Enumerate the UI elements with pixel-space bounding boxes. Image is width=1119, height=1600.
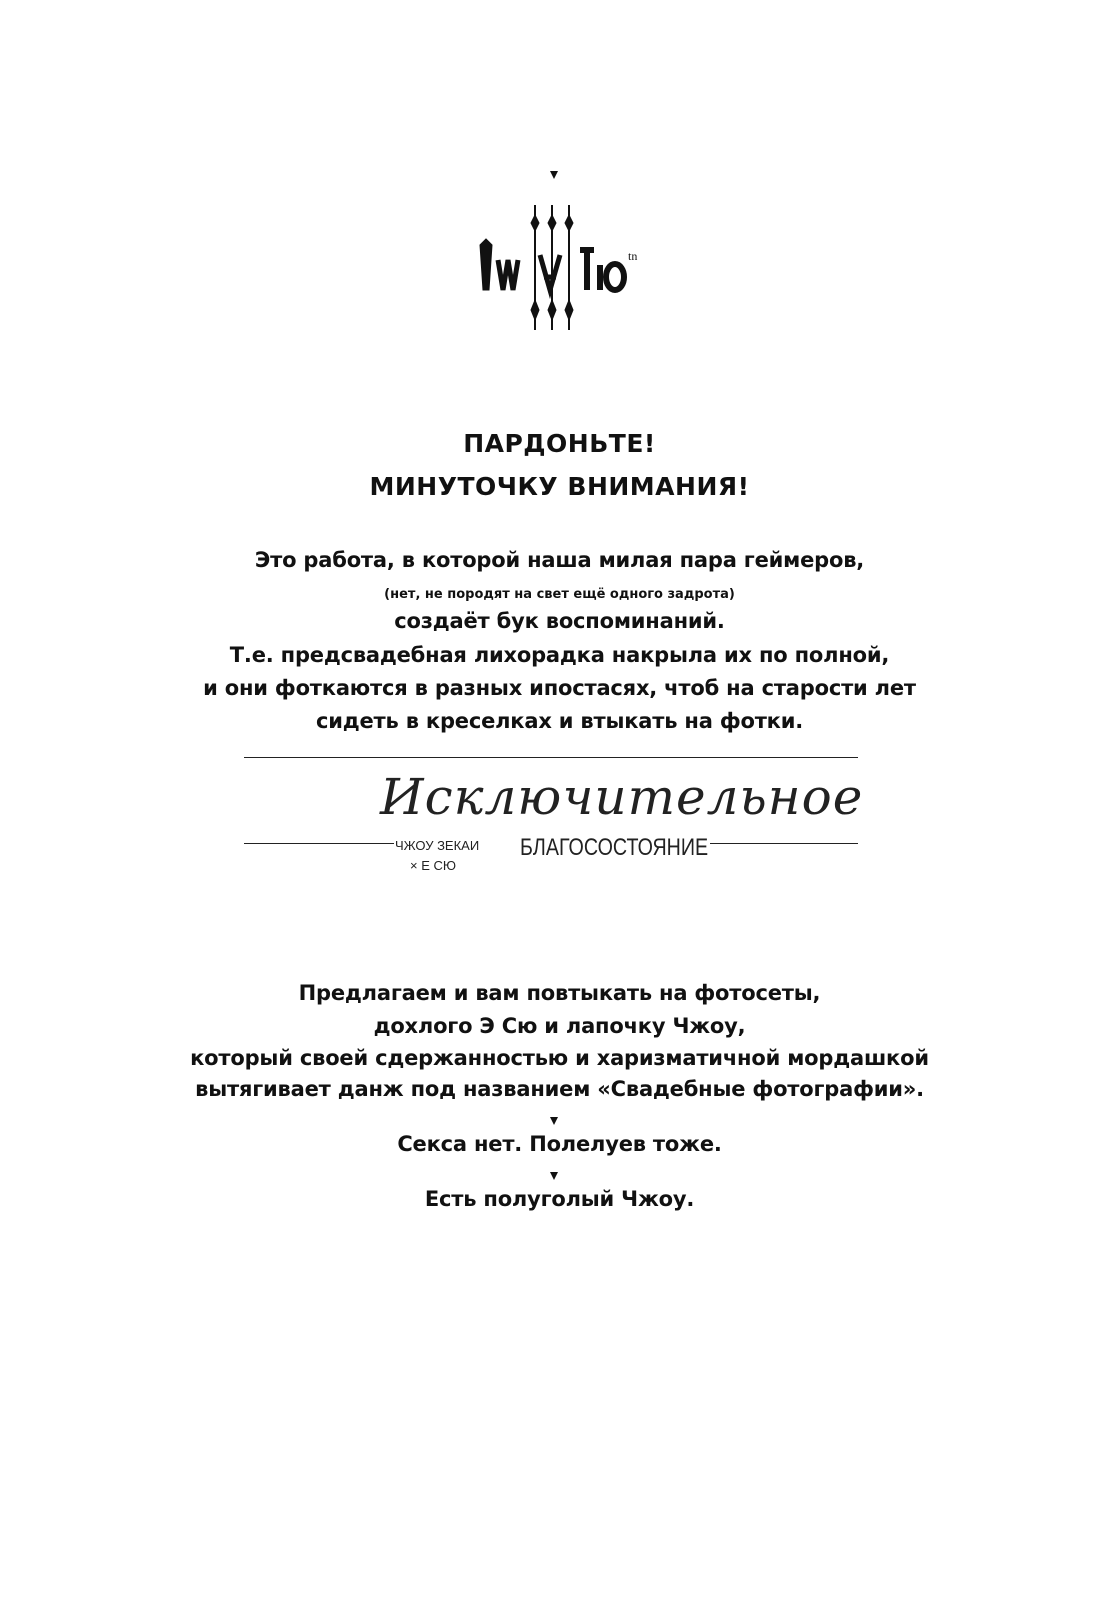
intro-line-5: и они фоткаются в разных ипостасях, чтоб на старости лет (203, 676, 916, 700)
triangle-marker-icon (550, 171, 558, 179)
subtitle: БЛАГОСОСТОЯНИЕ (520, 834, 709, 861)
offer-line-6: Есть полуголый Чжоу. (424, 1187, 695, 1211)
intro-line-3: создаёт бук воспоминаний. (394, 609, 725, 633)
logo-sup: tn (628, 249, 638, 263)
intro-line-1: Это работа, в которой наша милая пара геймеров, (254, 548, 865, 572)
intro-line-2: (нет, не породят на свет ещё одного задрота) (384, 587, 735, 602)
authors-line-2: × Е СЮ (410, 858, 457, 873)
divider-top (244, 757, 858, 758)
invitatio-logo (470, 205, 650, 335)
divider-right (710, 843, 858, 844)
authors-line-1: ЧЖОУ ЗЕКАИ (395, 838, 480, 853)
heading-line-2: МИНУТОЧКУ ВНИМАНИЯ! (369, 472, 750, 501)
offer-line-4: вытягивает данж под названием «Свадебные фотографии». (195, 1077, 924, 1101)
divider-left (244, 843, 394, 844)
offer-line-3: который своей сдержанностью и харизматичной мордашкой (190, 1046, 929, 1070)
heading-line-1: ПАРДОНЬТЕ! (463, 429, 656, 458)
offer-line-1: Предлагаем и вам повтыкать на фотосеты, (298, 981, 821, 1005)
triangle-marker-icon (550, 1172, 558, 1180)
intro-line-6: сидеть в креселках и втыкать на фотки. (315, 709, 804, 733)
offer-line-2: дохлого Э Сю и лапочку Чжоу, (373, 1014, 746, 1038)
title-cursive: Исключительное (380, 768, 864, 826)
intro-line-4: Т.е. предсвадебная лихорадка накрыла их по полной, (229, 643, 890, 667)
triangle-marker-icon (550, 1117, 558, 1125)
offer-line-5: Секса нет. Полелуев тоже. (397, 1132, 722, 1156)
